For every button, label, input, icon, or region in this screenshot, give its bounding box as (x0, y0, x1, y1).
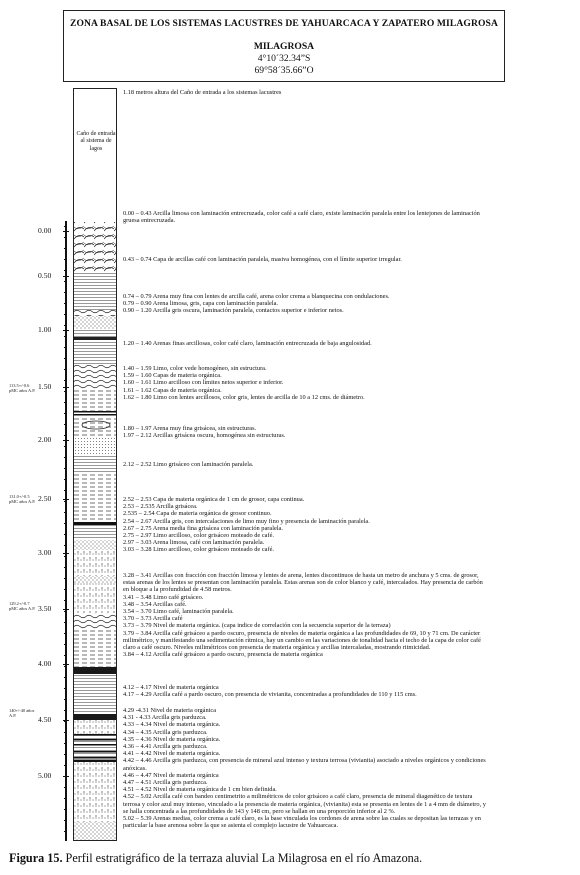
description-line: 1.61 – 1.62 Capas de materia orgánica. (123, 386, 222, 394)
description-line: 2.52 – 2.53 Capa de materia orgánica de 1 cm de grosor, capa continua. (123, 496, 305, 503)
depth-minor-tick (64, 446, 67, 447)
depth-tick (63, 276, 69, 277)
depth-tick (63, 387, 69, 388)
depth-minor-tick (64, 633, 67, 634)
description-line: 4.31 - 4.33 Arcilla gris parduzca. (123, 714, 207, 722)
description-line: 4.42 – 4.46 Arcilla gris parduzca, con presencia de mineral azul intenso y textura terrosa (vivianita) asociado a niveles orgánicos y condiciones (123, 757, 486, 765)
depth-minor-tick (64, 314, 67, 315)
depth-minor-tick (64, 589, 67, 590)
depth-minor-tick (64, 424, 67, 425)
depth-minor-tick (64, 666, 67, 667)
description-line: 4.12 – 4.17 Nivel de materia orgánica (123, 684, 219, 691)
figure-caption (9, 851, 422, 866)
description-line: 3.28 – 3.41 Arcillas con fracción con fracción limosa y lentes de arena, lentes discontinuos de hasta un metro de anchura y 5 cms. de grosor, (123, 572, 479, 579)
depth-minor-tick (64, 622, 67, 623)
description-line: 2.53 – 2.535 Arcilla grisácea. (123, 503, 198, 511)
radiocarbon-age-label: 129.2+/-0.7 pMC años A.P. (9, 601, 36, 611)
depth-minor-tick (64, 468, 67, 469)
depth-minor-tick (64, 413, 67, 414)
description-line: 1.40 – 1.59 Limo, color vede homogéneo, sin estructura. (123, 365, 267, 372)
depth-minor-tick (64, 677, 67, 678)
depth-tick-label: 4.50 (38, 715, 52, 724)
description-line: 2.97 – 3.03 Arena limosa, café con laminación paralela. (123, 539, 265, 547)
depth-tick-label: 1.50 (38, 382, 52, 391)
layer-description (123, 256, 568, 263)
description-line: 2.67 – 2.75 Arena media fina grisácea con laminación paralela. (123, 524, 283, 532)
depth-minor-tick (64, 534, 67, 535)
depth-minor-tick (64, 270, 67, 271)
depth-minor-tick (64, 380, 67, 381)
description-line: gruesa entrecruzada. (123, 217, 176, 225)
depth-tick-label: 0.00 (38, 226, 52, 235)
layer-description (123, 707, 568, 829)
depth-minor-tick (64, 710, 67, 711)
depth-minor-tick (64, 798, 67, 799)
description-line: terrosa y color azul muy intenso, vinculado a la presencia de materia orgánica, (vivianita) esta se presenta en lentes de 1 a 4 mm de diámetro, y (123, 800, 486, 808)
depth-minor-tick (64, 787, 67, 788)
depth-minor-tick (64, 732, 67, 733)
description-line: 2.75 – 2.97 Limo arcilloso, color grisáceo moteado de café. (123, 532, 274, 540)
description-line: 4.34 – 4.35 Arcilla gris parduzca. (123, 728, 208, 736)
description-line: 1.62 – 1.80 Limo con lentes arcillosos, color gris, lentes de arcilla de 10 a 12 cms. de diámetro. (123, 393, 365, 401)
description-line: 4.46 – 4.47 Nivel de materia orgánica (123, 771, 219, 779)
layer-description (123, 340, 568, 347)
depth-minor-tick (64, 820, 67, 821)
description-line: 5.02 – 5.39 Arenas medias, color crema a café claro, es la base vinculada los cordones de arena sobre las cuales se depositan las terrazas y en (123, 815, 481, 823)
description-line: 0.79 – 0.90 Arena limosa, gris, capa con laminación paralela. (123, 300, 279, 308)
description-line: 3.79 – 3.84 Arcilla café grisáceo a pardo oscuro, presencia de niveles de materia orgánica a las profundidades de 69, 10 y 71 cm. De carácter (123, 629, 481, 637)
depth-minor-tick (64, 512, 67, 513)
depth-minor-tick (64, 479, 67, 480)
figure-title: ZONA BASAL DE LOS SISTEMAS LACUSTRES DE YAHUARCACA Y ZAPATERO MILAGROSA (69, 18, 499, 29)
depth-minor-tick (64, 435, 67, 436)
depth-minor-tick (64, 325, 67, 326)
radiocarbon-age-label: 113.5+/-0.6 pMC años A.P. (9, 383, 36, 393)
description-line: 0.43 – 0.74 Capa de arcillas café con laminación paralela, masiva homogénea, con el límite superior irregular. (123, 256, 402, 263)
depth-tick-label: 5.00 (38, 771, 52, 780)
caption-text: Perfil estratigráfico de la terraza aluvial La Milagrosa en el río Amazona. (62, 851, 423, 865)
description-line: en bloque a la profundidad de 4.58 metros. (123, 586, 232, 594)
depth-minor-tick (64, 303, 67, 304)
description-line: 4.52 – 5.02 Arcilla café con bandeo centimetrito a milimétricos de color grisáceo a café claro, presencia de mineral diagenético de textura (123, 793, 473, 801)
depth-minor-tick (64, 402, 67, 403)
depth-minor-tick (64, 523, 67, 524)
depth-minor-tick (64, 699, 67, 700)
description-line: claro a café oscuro. Niveles milimétricos con presencia de materia orgánica y arcillas intercaladas, mostrando ritmicidad. (123, 644, 431, 652)
description-line: 4.36 – 4.41 Arcilla gris parduzca. (123, 743, 208, 751)
description-line: 3.73 – 3.79 Nivel de materia orgánica. (capa indice de correlación con la secuencia superior de la terraza) (123, 622, 391, 630)
depth-minor-tick (64, 688, 67, 689)
description-line: 0.00 – 0.43 Arcilla limosa con laminación entrecruzada, color café a café claro, existe laminación paralela entre los lentejones de laminación (123, 210, 480, 217)
depth-tick (63, 664, 69, 665)
depth-minor-tick (64, 391, 67, 392)
depth-minor-tick (64, 292, 67, 293)
description-line: 2.54 – 2.67 Arcilla gris, con intercalaciones de limo muy fino y presencia de laminación paralela. (123, 517, 370, 525)
description-line: 3.41 – 3.48 Limo café grisáceo. (123, 593, 204, 601)
depth-tick-label: 3.50 (38, 604, 52, 613)
depth-tick (63, 231, 69, 232)
depth-minor-tick (64, 336, 67, 337)
depth-minor-tick (64, 281, 67, 282)
depth-minor-tick (64, 644, 67, 645)
latitude: 4°10´32.34”S (257, 53, 311, 64)
site-name: MILAGROSA (253, 41, 315, 52)
description-line: 3.03 – 3.28 Limo arcilloso, color grisáceo moteado de café. (123, 546, 274, 554)
depth-minor-tick (64, 831, 67, 832)
description-line: 3.48 – 3.54 Arcillas café. (123, 600, 187, 608)
layer-description (123, 210, 568, 224)
depth-minor-tick (64, 600, 67, 601)
description-line: 4.35 – 4.36 Nivel de materia orgánica. (123, 735, 221, 743)
depth-tick-label: 2.50 (38, 494, 52, 503)
description-line: 4.33 – 4.34 Nivel de materia orgánica. (123, 721, 221, 729)
depth-minor-tick (64, 743, 67, 744)
depth-tick (63, 609, 69, 610)
layer-description (123, 684, 568, 698)
depth-minor-tick (64, 226, 67, 227)
depth-minor-tick (64, 809, 67, 810)
description-line: 4.51 – 4.52 Nivel de materia orgánica de 1 cm bien definida. (123, 786, 277, 794)
depth-minor-tick (64, 501, 67, 502)
depth-minor-tick (64, 655, 67, 656)
depth-tick (63, 499, 69, 500)
description-line: milimétrico, y manifestando una sedimentación rítmica, hay un cambio en las variaciones de tonalidad hacia el techo de la capa de color café (123, 636, 481, 644)
depth-tick-label: 1.00 (38, 325, 52, 334)
caption-label: Figura 15. (9, 851, 63, 865)
depth-minor-tick (64, 237, 67, 238)
layer-description (123, 461, 568, 468)
depth-minor-tick (64, 754, 67, 755)
depth-tick-label: 4.00 (38, 659, 52, 668)
depth-minor-tick (64, 567, 67, 568)
description-line: 0.74 – 0.79 Arena muy fina con lentes de arcilla café, arena color crema a blanquecina con ondulaciones. (123, 293, 390, 300)
description-line: 1.18 metros altura del Caño de entrada a los sistemas lacustres (123, 89, 282, 96)
depth-minor-tick (64, 611, 67, 612)
description-line: 4.41 – 4.42 Nivel de materia orgánica. (123, 750, 221, 758)
description-line: 4.29 -4.31 Nivel de materia orgánica (123, 707, 217, 714)
description-line: 3.54 – 3.70 Limo café, laminación paralela. (123, 608, 234, 616)
depth-minor-tick (64, 765, 67, 766)
layer-description (123, 572, 568, 658)
depth-tick-label: 0.50 (38, 271, 52, 280)
description-line: 3.70 – 3.73 Arcilla café (123, 615, 183, 623)
description-line: estas arenas de los lentes se presentan con laminación paralela. Estas arenas son de color blanco y café, intercalados. Hay presencia de carbón (123, 579, 483, 587)
depth-tick-label: 2.00 (38, 435, 52, 444)
description-line: 3.84 – 4.12 Arcilla café grisáceo a pardo oscuro, presencia de materia orgánica (123, 651, 323, 659)
description-line: se halla concentrada a las profundidades de 143 y 148 cm, pero se hallan en una proporción inferior al 2 %. (123, 807, 396, 815)
figure-header (63, 10, 505, 82)
depth-minor-tick (64, 369, 67, 370)
depth-tick (63, 330, 69, 331)
cano-entrada-label: Caño de entrada al sistema de lagos (76, 131, 116, 152)
description-line: particular la base arenosa sobre la que se asienta el complejo lacustre de Yahuarcaca. (123, 822, 339, 830)
description-line: 1.59 – 1.60 Capas de materia orgánica. (123, 372, 222, 380)
depth-minor-tick (64, 578, 67, 579)
depth-tick (63, 440, 69, 441)
depth-minor-tick (64, 721, 67, 722)
description-line: 1.60 – 1.61 Limo arcilloso con límites netos superior e inferior. (123, 379, 284, 387)
depth-minor-tick (64, 490, 67, 491)
depth-tick (63, 553, 69, 554)
depth-minor-tick (64, 248, 67, 249)
layer-description (123, 425, 568, 439)
strata-drawing (74, 89, 117, 841)
depth-minor-tick (64, 556, 67, 557)
description-line: 0.90 – 1.20 Arcilla gris oscura, laminación paralela, contactos superior e inferior netos. (123, 307, 344, 315)
radiocarbon-age-label: 140+/-40 años A.P. (9, 708, 35, 718)
stratigraphic-column (73, 88, 117, 841)
depth-tick-label: 3.00 (38, 548, 52, 557)
depth-minor-tick (64, 347, 67, 348)
layer-description (123, 496, 568, 554)
description-line: anóxicas. (123, 764, 147, 772)
depth-minor-tick (64, 776, 67, 777)
radiocarbon-age-label: 131.0+/-0.5 pMC años A.P. (9, 494, 36, 504)
description-line: 1.80 – 1.97 Arena muy fina grisácea, sin estructuras. (123, 425, 257, 432)
depth-minor-tick (64, 358, 67, 359)
description-line: 1.97 – 2.12 Arcillas grisácea oscura, homogénea sin estructuras. (123, 432, 286, 440)
layer-description (123, 89, 568, 96)
layer-description (123, 365, 568, 401)
depth-minor-tick (64, 545, 67, 546)
depth-minor-tick (64, 457, 67, 458)
description-line: 4.47 – 4.51 Arcilla gris parduzca. (123, 779, 208, 787)
description-line: 2.535 – 2.54 Capa de materia orgánica de grosor continuo. (123, 510, 272, 518)
depth-minor-tick (64, 259, 67, 260)
layer-description (123, 293, 568, 315)
description-line: 1.20 – 1.40 Arenas finas arcillosas, color café claro, laminación entrecruzada de baja angulosidad. (123, 340, 372, 347)
longitude: 69°58´35.66”O (254, 65, 314, 76)
description-line: 4.17 – 4.29 Arcilla café a pardo oscuro, con presencia de vivianita, concentradas a profundidades de 110 y 115 cms. (123, 691, 417, 699)
description-line: 2.12 – 2.52 Limo grisáceo con laminación paralela. (123, 461, 254, 468)
